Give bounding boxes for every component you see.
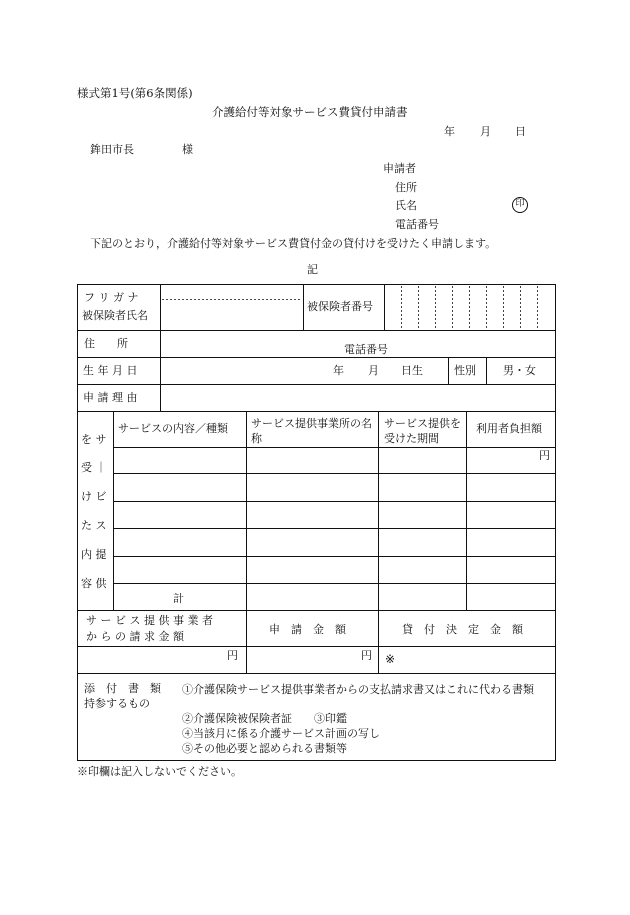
birth-year: 年 [333, 364, 344, 377]
attachment-item-3: ④当該月に係る介護サービス計画の写し [182, 727, 380, 740]
reason-label: 申 請 理 由 [83, 391, 138, 404]
date-year: 年 [444, 125, 455, 138]
insured-number-label: 被保険者番号 [307, 300, 373, 313]
decision-amount-label: 貸 付 決 定 金 額 [402, 623, 523, 636]
table-phone-label: 電話番号 [344, 343, 388, 356]
insured-name-label: 被保険者氏名 [82, 309, 148, 322]
applicant-heading: 申請者 [383, 162, 416, 175]
decision-asterisk: ※ [385, 652, 396, 666]
applicant-phone-label: 電話番号 [395, 218, 439, 231]
services-vertical-label-1: を サ [81, 433, 107, 446]
services-vertical-label-2: 受 ｜ [81, 461, 107, 474]
col-service-type: サービスの内容／種類 [118, 422, 228, 435]
seal-mark: 印 [515, 199, 525, 209]
burden-yen-unit: 円 [539, 449, 550, 462]
services-vertical-label-5: 内 提 [81, 548, 107, 561]
attachment-item-2: ②介護保険被保険者証 ③印鑑 [182, 712, 347, 725]
addressee: 鉾田市長 [90, 143, 134, 156]
col-service-period: サービス提供を受けた期間 [384, 417, 461, 445]
gender-label: 性別 [454, 364, 476, 377]
col-provider-name: サービス提供事業所の名称 [251, 417, 372, 445]
furigana-label: フ リ ガ ナ [84, 291, 139, 304]
attachment-item-1: ①介護保険サービス提供事業者からの支払請求書又はこれに代わる書類 [182, 683, 534, 696]
gender-options: 男・女 [503, 364, 536, 377]
billing-yen-unit: 円 [227, 649, 238, 662]
birth-month: 月 [368, 364, 379, 377]
billing-label-line1: サ ー ビ ス 提 供 事 業 者 [86, 614, 213, 627]
applicant-address-label: 住所 [395, 181, 417, 194]
services-vertical-label-4: た ス [81, 519, 107, 532]
billing-label-line2: か ら の 請 求 金 額 [86, 630, 184, 643]
services-vertical-label-6: 容 供 [81, 577, 107, 590]
addressee-honorific: 様 [182, 143, 193, 156]
attachments-label-line2: 持参するもの [84, 697, 150, 710]
birth-day: 日生 [401, 364, 423, 377]
intro-text: 下記のとおり，介護給付等対象サービス費貸付金の貸付けを受けたく申請します。 [90, 237, 497, 250]
applicant-name-label: 氏名 [395, 199, 417, 212]
services-vertical-label-3: け ビ [81, 490, 107, 503]
form-number: 様式第1号(第6条関係) [77, 86, 193, 100]
birthdate-label: 生 年 月 日 [83, 364, 138, 377]
request-yen-unit: 円 [361, 649, 372, 662]
attachments-label-line1: 添 付 書 類 [84, 682, 161, 695]
footnote: ※印欄は記入しないでください。 [77, 765, 242, 778]
attachment-item-4: ⑤その他必要と認められる書類等 [182, 742, 347, 755]
request-amount-label: 申 請 金 額 [269, 623, 346, 636]
ki-label: 記 [307, 263, 318, 276]
address-label: 住 所 [84, 337, 128, 350]
document-title: 介護給付等対象サービス費貸付申請書 [212, 105, 408, 119]
col-user-burden: 利用者負担額 [476, 422, 542, 435]
total-label: 計 [173, 592, 184, 605]
date-month: 月 [480, 125, 491, 138]
date-day: 日 [515, 125, 526, 138]
